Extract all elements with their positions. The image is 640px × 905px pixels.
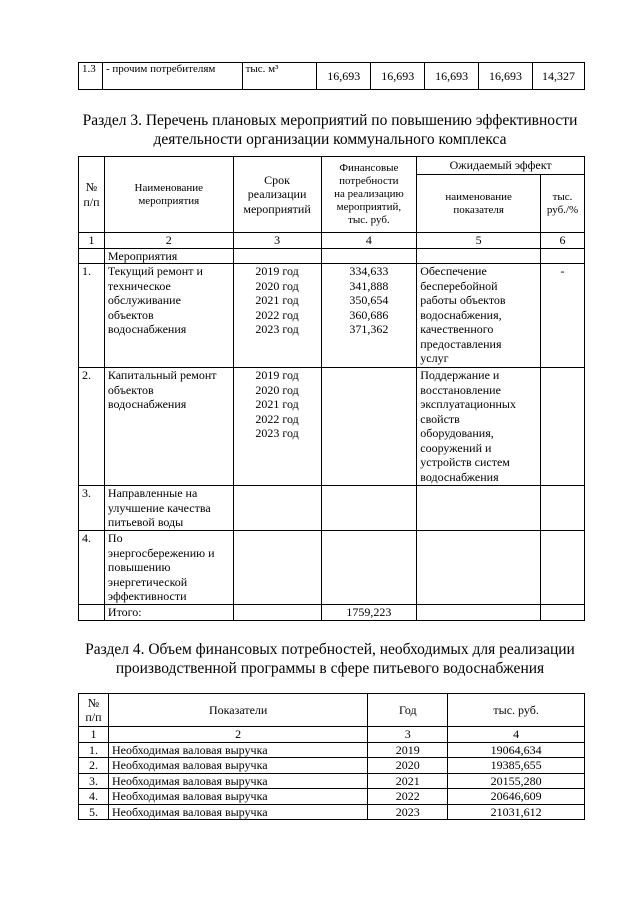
section3-title-line1: Раздел 3. Перечень плановых мероприятий по повышению эффективности bbox=[82, 112, 578, 129]
table-row bbox=[79, 368, 585, 486]
row-units bbox=[541, 531, 585, 605]
header-effect: Ожидаемый эффект bbox=[417, 157, 585, 175]
value-cell: 16,693 bbox=[317, 63, 371, 90]
header-num: № п/п bbox=[79, 157, 105, 233]
header-value: тыс. руб. bbox=[448, 694, 585, 727]
row-num: 2. bbox=[79, 758, 109, 774]
value-cell: 16,693 bbox=[479, 63, 533, 90]
row-indicator: Необходимая валовая выручка bbox=[108, 758, 367, 774]
header-indicator: наименование показателя bbox=[417, 175, 541, 233]
table-row bbox=[79, 773, 585, 789]
row-indicator: Обеспечение бесперебойной работы объектов водоснабжения, качественного предоставления услуг bbox=[417, 264, 541, 368]
table-header-row bbox=[79, 157, 585, 175]
row-name: Текущий ремонт и техническое обслуживание объектов водоснабжения bbox=[104, 264, 233, 368]
total-value: 1759,223 bbox=[321, 605, 417, 621]
row-indicator: Поддержание и восстановление эксплуатационных свойств оборудования, сооружений и устройств систем водоснабжения bbox=[417, 368, 541, 486]
col-number: 6 bbox=[541, 233, 585, 249]
header-num: № п/п bbox=[79, 694, 109, 727]
col-number: 5 bbox=[417, 233, 541, 249]
row-finance bbox=[321, 368, 417, 486]
row-unit: тыс. м³ bbox=[242, 63, 317, 90]
section4-table bbox=[78, 693, 585, 820]
row-num: 3. bbox=[79, 773, 109, 789]
row-value: 21031,612 bbox=[448, 804, 585, 820]
table-row bbox=[79, 758, 585, 774]
col-number: 2 bbox=[104, 233, 233, 249]
col-number: 3 bbox=[233, 233, 321, 249]
group-row bbox=[79, 248, 585, 264]
row-indicator bbox=[417, 531, 541, 605]
value-cell: 16,693 bbox=[425, 63, 479, 90]
header-period: Срок реализации мероприятий bbox=[233, 157, 321, 233]
row-period bbox=[233, 486, 321, 531]
row-period: 2019 год 2020 год 2021 год 2022 год 2023 год bbox=[233, 368, 321, 486]
section3-table bbox=[78, 156, 585, 621]
table-row bbox=[79, 789, 585, 805]
section3-title bbox=[60, 111, 600, 149]
row-year: 2022 bbox=[368, 789, 448, 805]
row-name: Направленные на улучшение качества питьевой воды bbox=[104, 486, 233, 531]
row-indicator: Необходимая валовая выручка bbox=[108, 742, 367, 758]
row-num: 3. bbox=[79, 486, 105, 531]
col-number: 4 bbox=[448, 727, 585, 743]
row-num: 1. bbox=[79, 264, 105, 368]
row-year: 2019 bbox=[368, 742, 448, 758]
section4-title bbox=[60, 640, 600, 678]
group-label: Мероприятия bbox=[104, 248, 233, 264]
col-number: 4 bbox=[321, 233, 417, 249]
row-indicator bbox=[417, 486, 541, 531]
row-period bbox=[233, 531, 321, 605]
section4-title-line2: производственной программы в сфере питьевого водоснабжения bbox=[115, 660, 545, 677]
column-numbers-row bbox=[79, 727, 585, 743]
row-num: 2. bbox=[79, 368, 105, 486]
col-number: 3 bbox=[368, 727, 448, 743]
row-num: 4. bbox=[79, 531, 105, 605]
total-label: Итого: bbox=[104, 605, 233, 621]
row-period: 2019 год 2020 год 2021 год 2022 год 2023 год bbox=[233, 264, 321, 368]
col-number: 2 bbox=[108, 727, 367, 743]
row-finance: 334,633 341,888 350,654 360,686 371,362 bbox=[321, 264, 417, 368]
total-row bbox=[79, 605, 585, 621]
row-num: 1.3 bbox=[79, 63, 103, 90]
header-indicator: Показатели bbox=[108, 694, 367, 727]
row-indicator: Необходимая валовая выручка bbox=[108, 773, 367, 789]
row-year: 2023 bbox=[368, 804, 448, 820]
table-row bbox=[79, 63, 585, 90]
col-number: 1 bbox=[79, 727, 109, 743]
row-name: Капитальный ремонт объектов водоснабжения bbox=[104, 368, 233, 486]
table-row bbox=[79, 804, 585, 820]
value-cell: 16,693 bbox=[371, 63, 425, 90]
table-row bbox=[79, 742, 585, 758]
row-num: 5. bbox=[79, 804, 109, 820]
row-finance bbox=[321, 531, 417, 605]
table-row bbox=[79, 264, 585, 368]
header-units: тыс. руб./% bbox=[541, 175, 585, 233]
value-cell: 14,327 bbox=[533, 63, 585, 90]
table-header-row bbox=[79, 694, 585, 727]
row-units bbox=[541, 486, 585, 531]
row-finance bbox=[321, 486, 417, 531]
row-label: - прочим потребителям bbox=[102, 63, 242, 90]
row-year: 2020 bbox=[368, 758, 448, 774]
section3-title-line2: деятельности организации коммунального комплекса bbox=[153, 131, 507, 148]
col-number: 1 bbox=[79, 233, 105, 249]
row-units bbox=[541, 368, 585, 486]
top-table bbox=[78, 62, 585, 90]
row-name: По энергосбережению и повышению энергетической эффективности bbox=[104, 531, 233, 605]
row-indicator: Необходимая валовая выручка bbox=[108, 804, 367, 820]
table-row bbox=[79, 531, 585, 605]
header-finance: Финансовые потребности на реализацию мероприятий, тыс. руб. bbox=[321, 157, 417, 233]
row-num: 1. bbox=[79, 742, 109, 758]
row-value: 20155,280 bbox=[448, 773, 585, 789]
column-numbers-row bbox=[79, 233, 585, 249]
row-indicator: Необходимая валовая выручка bbox=[108, 789, 367, 805]
row-value: 20646,609 bbox=[448, 789, 585, 805]
header-year: Год bbox=[368, 694, 448, 727]
header-name: Наименование мероприятия bbox=[104, 157, 233, 233]
row-units: - bbox=[541, 264, 585, 368]
row-year: 2021 bbox=[368, 773, 448, 789]
section4-title-line1: Раздел 4. Объем финансовых потребностей, необходимых для реализации bbox=[85, 641, 575, 658]
table-row bbox=[79, 486, 585, 531]
row-value: 19385,655 bbox=[448, 758, 585, 774]
row-num: 4. bbox=[79, 789, 109, 805]
row-value: 19064,634 bbox=[448, 742, 585, 758]
